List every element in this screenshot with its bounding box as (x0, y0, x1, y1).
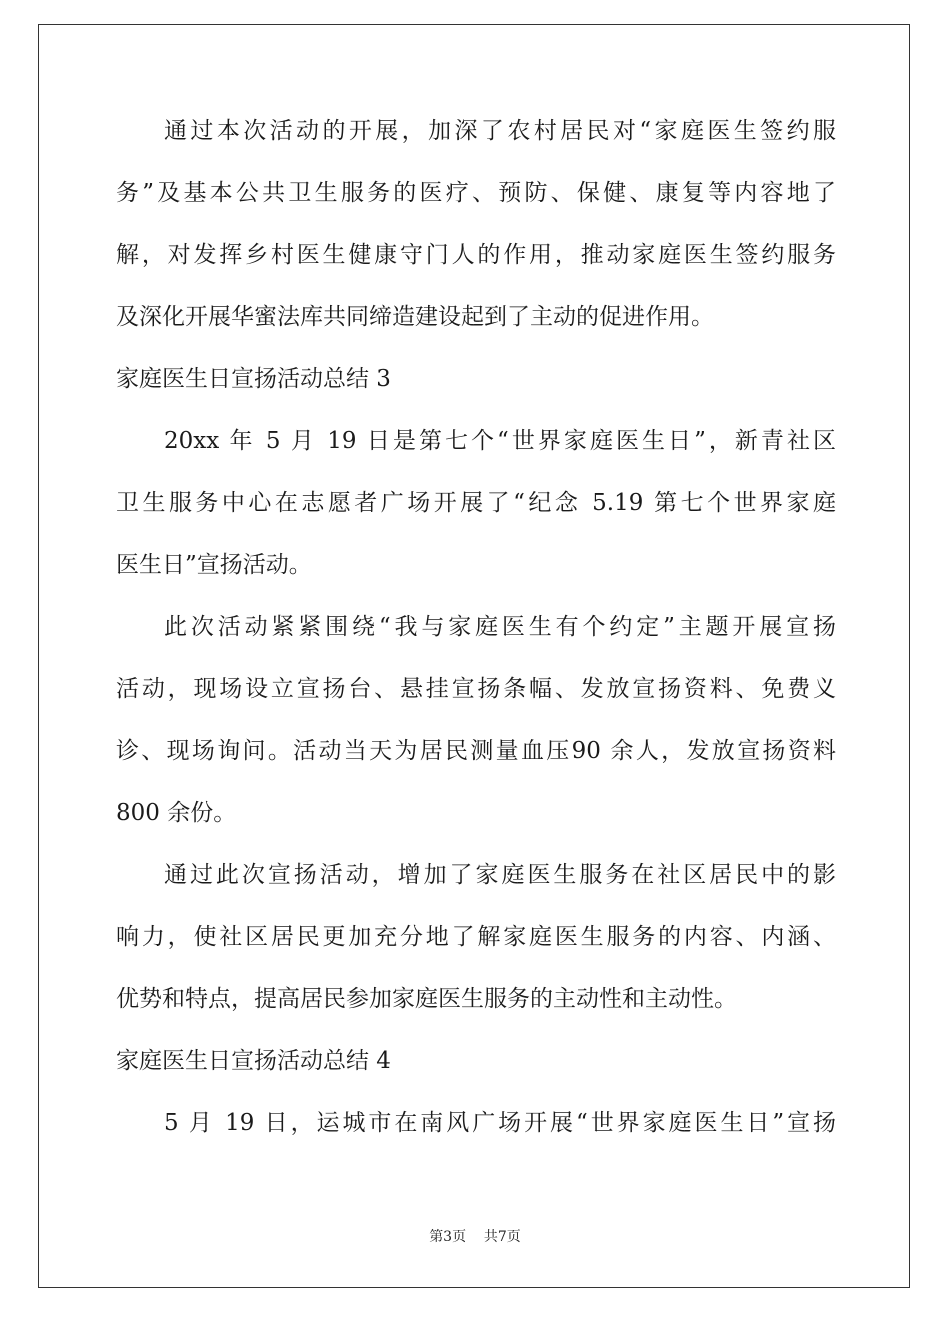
paragraph-line: 此次活动紧紧围绕“我与家庭医生有个约定”主题开展宣扬 (164, 614, 836, 640)
paragraph-line: 诊、现场询问。活动当天为居民测量血压90 余人，发放宣扬资料 (116, 738, 836, 764)
paragraph-line: 医生日”宣扬活动。 (116, 552, 312, 578)
paragraph-line: 解，对发挥乡村医生健康守门人的作用，推动家庭医生签约服务 (116, 242, 836, 268)
section-heading: 家庭医生日宣扬活动总结 4 (116, 1048, 391, 1074)
paragraph-line: 卫生服务中心在志愿者广场开展了“纪念 5.19 第七个世界家庭 (116, 490, 836, 516)
paragraph-line: 优势和特点，提高居民参加家庭医生服务的主动性和主动性。 (116, 986, 737, 1012)
paragraph-line: 活动，现场设立宣扬台、悬挂宣扬条幅、发放宣扬资料、免费义 (116, 676, 836, 702)
paragraph-line: 5 月 19 日，运城市在南风广场开展“世界家庭医生日”宣扬 (164, 1110, 836, 1136)
document-body (116, 100, 836, 1154)
page-footer: 第3页 共7页 (429, 1229, 521, 1245)
paragraph-line: 20xx 年 5 月 19 日是第七个“世界家庭医生日”，新青社区 (164, 428, 836, 454)
paragraph-line: 及深化开展华蜜法库共同缔造建设起到了主动的促进作用。 (116, 304, 714, 330)
paragraph-line: 通过本次活动的开展，加深了农村居民对“家庭医生签约服 (164, 118, 836, 144)
paragraph-line: 通过此次宣扬活动，增加了家庭医生服务在社区居民中的影 (164, 862, 836, 888)
section-heading: 家庭医生日宣扬活动总结 3 (116, 366, 391, 392)
paragraph-line: 800 余份。 (116, 800, 237, 826)
paragraph-line: 响力，使社区居民更加充分地了解家庭医生服务的内容、内涵、 (116, 924, 836, 950)
paragraph-line: 务”及基本公共卫生服务的医疗、预防、保健、康复等内容地了 (116, 180, 836, 206)
